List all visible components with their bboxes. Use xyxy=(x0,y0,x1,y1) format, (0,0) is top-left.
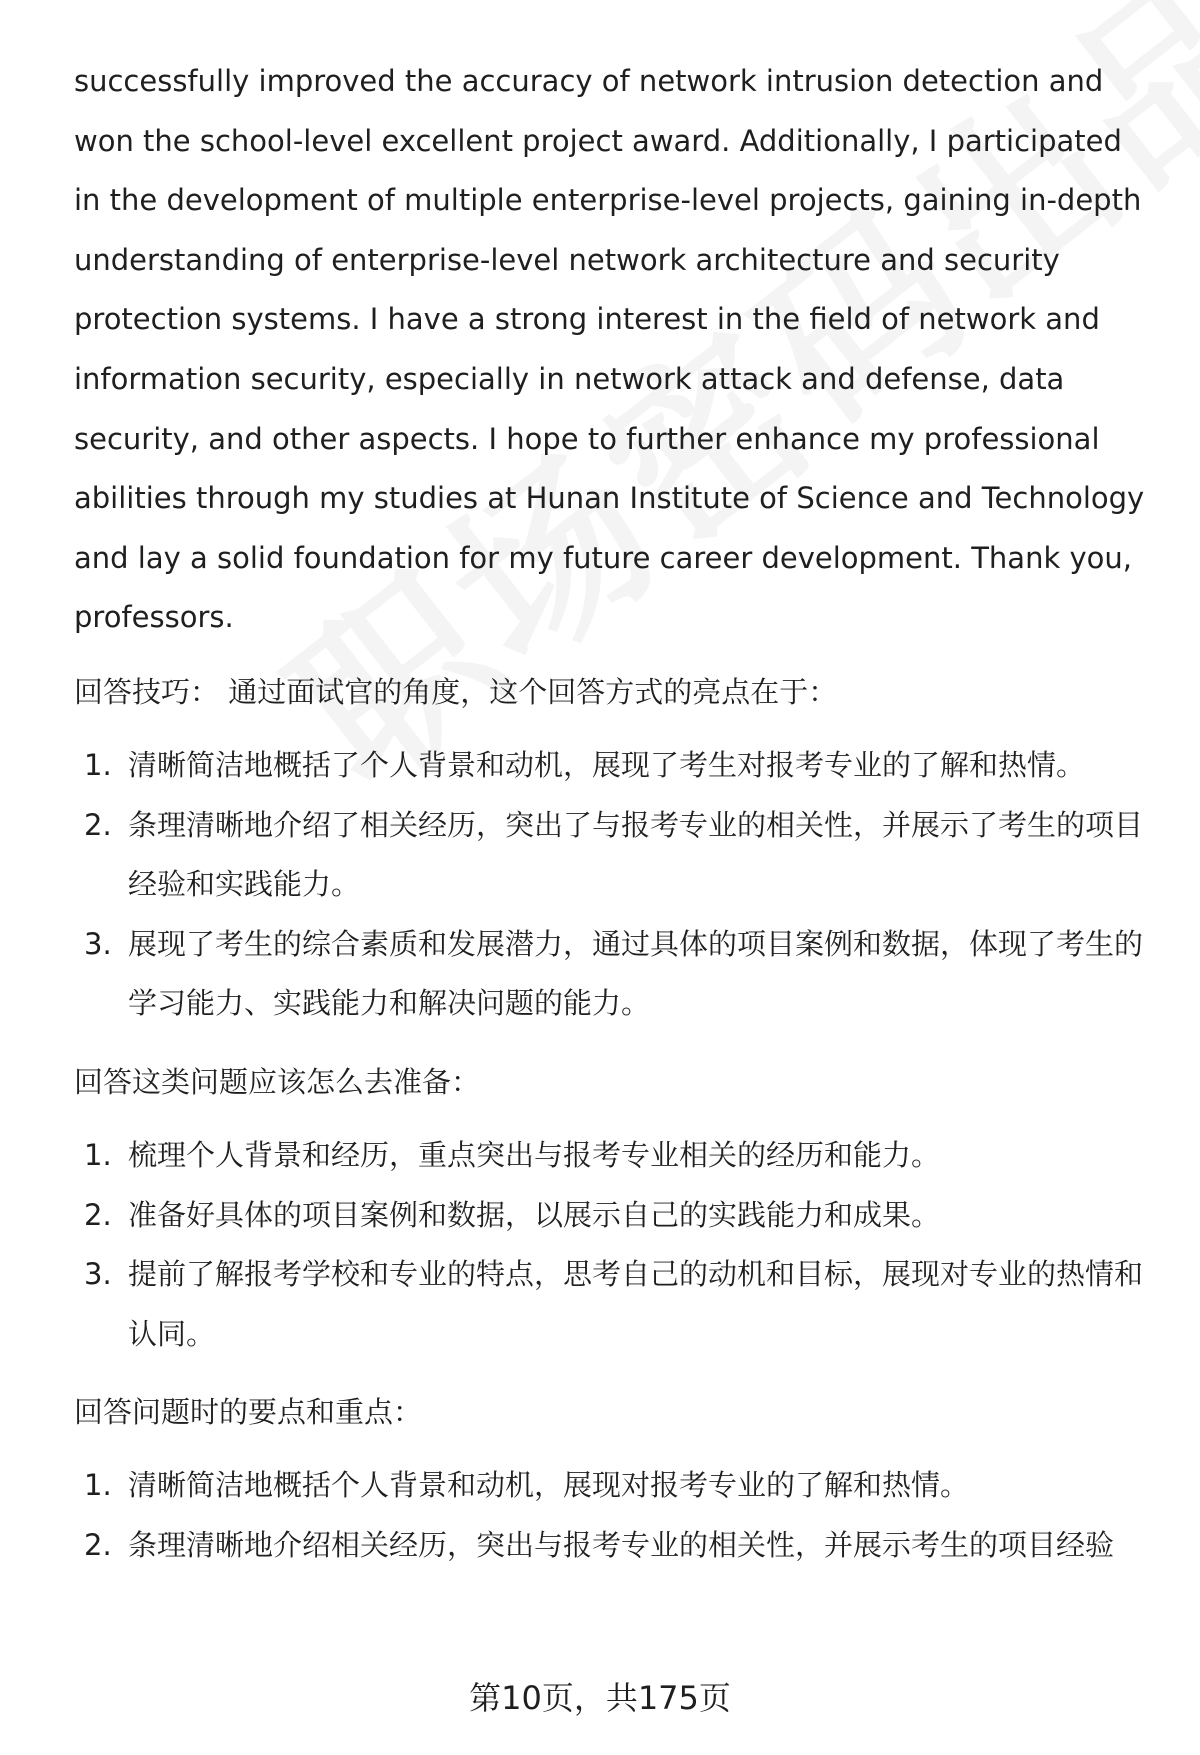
list-number: 1. xyxy=(84,1468,112,1503)
preparation-list xyxy=(74,1126,1154,1364)
list-item-text: 梳理个人背景和经历，重点突出与报考专业相关的经历和能力。 xyxy=(128,1137,941,1172)
list-number: 3. xyxy=(84,926,112,961)
list-item-text: 展现了考生的综合素质和发展潜力，通过具体的项目案例和数据，体现了考生的学习能力、实践能力和解决问题的能力。 xyxy=(128,926,1144,1021)
list-item xyxy=(74,1516,1154,1576)
intro-paragraph: successfully improved the accuracy of network intrusion detection and won the school-level excellent project award. Additionally, I participated in the development of multiple enterprise-level projects, gaining in-depth understanding of enterprise-level network architecture and security protection systems. I have a strong interest in the field of network and information security, especially in network attack and defense, data security, and other aspects. I hope to further enhance my professional abilities through my studies at Hunan Institute of Science and Technology and lay a solid foundation for my future career development. Thank you, professors. xyxy=(74,64,1145,635)
list-item-text: 条理清晰地介绍了相关经历，突出了与报考专业的相关性，并展示了考生的项目经验和实践能力。 xyxy=(128,807,1144,902)
tips-list xyxy=(74,736,1154,1034)
list-item xyxy=(74,915,1154,1034)
list-number: 2. xyxy=(84,1197,112,1232)
list-number: 1. xyxy=(84,747,112,782)
list-number: 3. xyxy=(84,1257,112,1292)
list-item-text: 准备好具体的项目案例和数据，以展示自己的实践能力和成果。 xyxy=(128,1197,941,1232)
key-points-list xyxy=(74,1456,1154,1575)
list-item xyxy=(74,1456,1154,1516)
list-item-text: 提前了解报考学校和专业的特点，思考自己的动机和目标，展现对专业的热情和认同。 xyxy=(128,1257,1144,1351)
section-heading-key-points: 回答问题时的要点和重点： xyxy=(74,1395,423,1430)
section-heading-tips: 回答技巧： 通过面试官的角度，这个回答方式的亮点在于： xyxy=(74,674,838,709)
list-item xyxy=(74,736,1154,796)
list-number: 2. xyxy=(84,807,112,842)
list-item-text: 清晰简洁地概括个人背景和动机，展现对报考专业的了解和热情。 xyxy=(128,1468,970,1503)
page-content xyxy=(74,52,1154,1575)
list-number: 2. xyxy=(84,1527,112,1562)
section-heading-preparation: 回答这类问题应该怎么去准备： xyxy=(74,1064,481,1099)
list-number: 1. xyxy=(84,1137,112,1172)
list-item xyxy=(74,1245,1154,1364)
list-item xyxy=(74,1186,1154,1246)
page-number-footer: 第10页，共175页 xyxy=(469,1679,731,1717)
list-item xyxy=(74,796,1154,915)
list-item xyxy=(74,1126,1154,1186)
list-item-text: 条理清晰地介绍相关经历，突出与报考专业的相关性，并展示考生的项目经验 xyxy=(128,1527,1115,1562)
list-item-text: 清晰简洁地概括了个人背景和动机，展现了考生对报考专业的了解和热情。 xyxy=(128,747,1086,782)
